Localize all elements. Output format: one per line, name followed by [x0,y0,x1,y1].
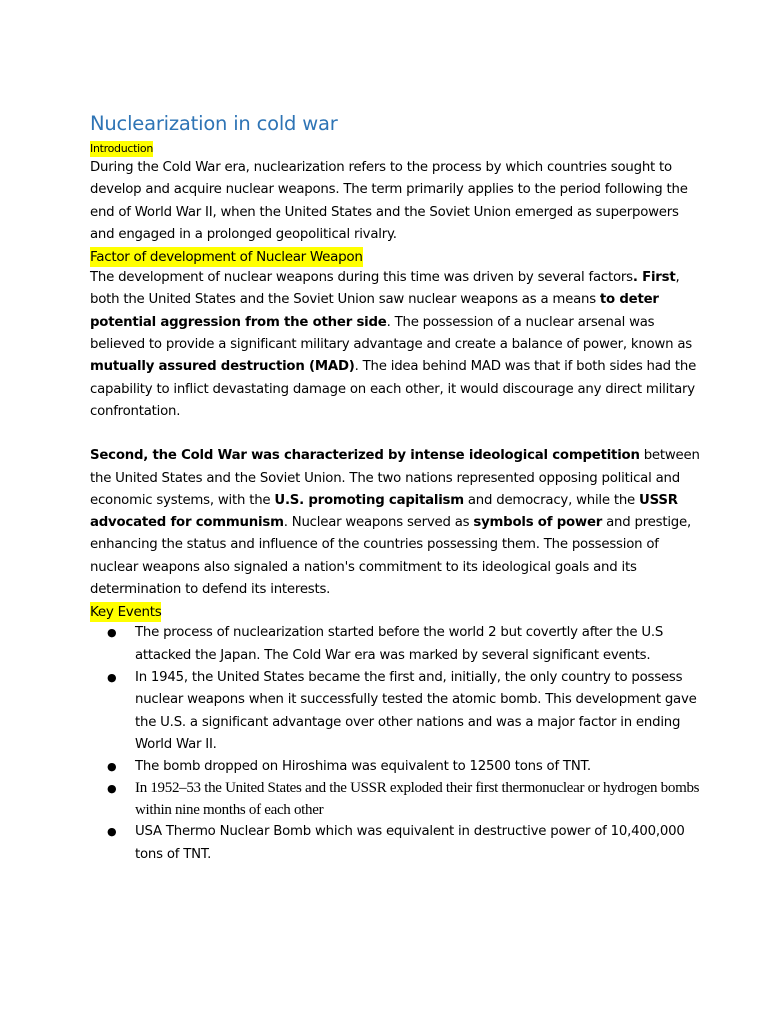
text-run: , both the United States and the Soviet Union saw nuclear weapons as a means [90,270,680,308]
intro-heading-row [90,137,700,157]
text-run: . The possession of a nuclear arsenal was believed to provide a significant military advantage and create a balance of power, known as [90,314,692,353]
text-run: . The idea behind MAD was that if both sides had the capability to inflict devastating damage on each other, it would discourage any direct military confrontation. [90,359,697,419]
text-run: between the United States and the Soviet Union. The two nations represented opposing political and economic systems, with the [90,448,700,508]
key-events-heading: Key Events [90,604,162,621]
text-run: . Nuclear weapons served as [283,515,474,531]
factor-heading-row [90,246,700,267]
text-run: and democracy, while the [463,492,640,508]
list-item-text: USA Thermo Nuclear Bomb which was equivalent in destructive power of 10,400,000 tons of TNT. [135,824,685,862]
bold-run: . First [632,270,676,286]
bold-run: mutually assured destruction (MAD) [90,359,355,375]
bold-run: Second, the Cold War was characterized by intense ideological competition [90,448,640,464]
list-item-text: In 1952–53 the United States and the USSR exploded their first thermonuclear or hydrogen bombs within nine months of each other [135,780,700,818]
blank-line [90,423,700,445]
bold-run: to deter potential aggression from the other side [90,292,659,330]
key-events-list [90,622,700,866]
bullet-icon: ● [107,626,117,640]
factors-paragraph [90,267,700,423]
list-item [90,756,700,778]
text-run: The development of nuclear weapons during this time was driven by several factors [90,270,633,286]
list-item-text: The process of nuclearization started before the world 2 but covertly after the U.S attacked the Japan. The Cold War era was marked by several significant events. [135,625,664,663]
list-item [90,821,700,866]
list-item-text: In 1945, the United States became the first and, initially, the only country to possess nuclear weapons when it successfully tested the atomic bomb. This development gave the U.S. a significant advantage over other nations and was a major factor in ending World War II. [135,669,697,752]
list-item [90,778,700,821]
list-item-text: The bomb dropped on Hiroshima was equivalent to 12500 tons of TNT. [135,759,591,775]
key-events-heading-row [90,601,700,622]
document-title: Nuclearization in cold war [90,112,338,135]
intro-heading: Introduction [90,142,154,155]
bullet-icon: ● [107,825,117,839]
bold-run: USSR advocated for communism [90,492,678,531]
ideology-paragraph [90,445,700,601]
document-body [90,111,700,866]
bold-run: U.S. promoting capitalism [274,492,464,508]
bullet-icon: ● [107,760,117,774]
intro-paragraph: During the Cold War era, nuclearization refers to the process by which countries sought to develop and acquire nuclear weapons. The term primarily applies to the period following the end of World War II, when the United States and the Soviet Union emerged as superpowers and engaged in a prolonged geopolitical rivalry. [90,160,688,242]
factor-heading: Factor of development of Nuclear Weapon [90,249,363,266]
list-item [90,622,700,667]
bold-run: symbols of power [473,515,603,531]
list-item [90,667,700,756]
bullet-icon: ● [107,670,117,684]
bullet-icon: ● [107,782,117,796]
text-run: and prestige, enhancing the status and influence of the countries possessing them. The possession of nuclear weapons also signaled a nation's commitment to its ideological goals and its determination to defend its interests. [90,515,691,598]
